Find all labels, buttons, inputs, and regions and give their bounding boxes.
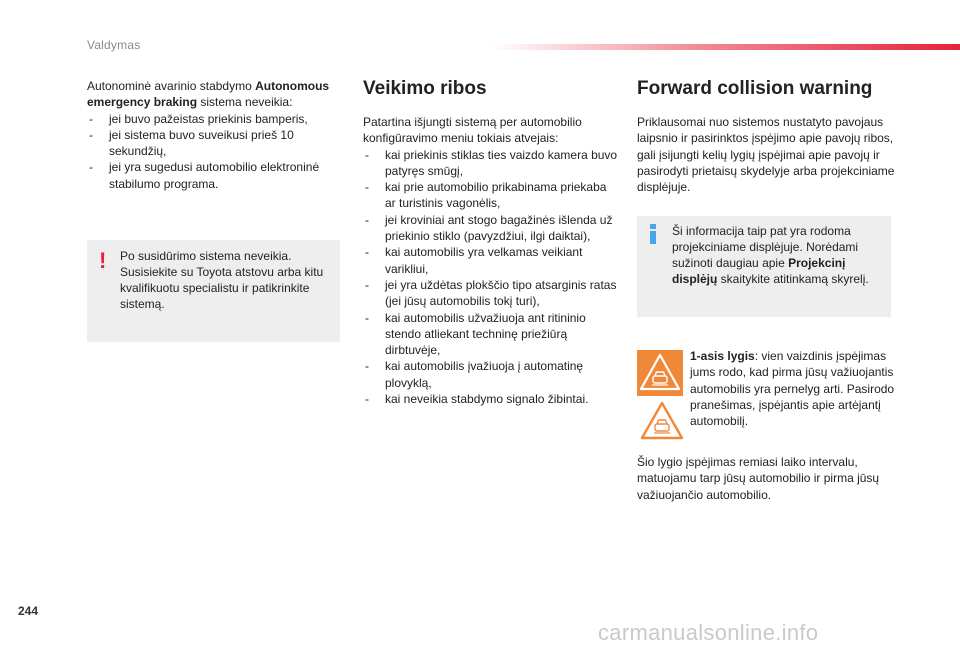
level1-description: 1-asis lygis: vien vaizdinis įspėjimas jums rodo, kad pirma jūsų važiuojantis automobilis yra pernelyg arti. Pasirodo pranešimas, įspėjantis apie artėjantį automobilį. — [690, 349, 895, 429]
list-item: - jei yra sugedusi automobilio elektroninė stabilumo programa. — [87, 159, 342, 192]
list-item: - jei kroviniai ant stogo bagažinės išlenda už priekinio stiklo (pavyzdžiui, ilgi daiktai), — [363, 212, 618, 245]
list-item: - kai automobilis yra velkamas veikiant varikliui, — [363, 244, 618, 277]
info-icon — [649, 224, 657, 244]
aeb-conditions-list — [87, 111, 342, 192]
collision-warning-filled-icon — [637, 350, 683, 396]
section-title: Valdymas — [87, 38, 141, 52]
limits-list — [363, 147, 618, 408]
list-item: - jei buvo pažeistas priekinis bamperis, — [87, 111, 342, 127]
heading-operating-limits: Veikimo ribos — [363, 78, 487, 99]
column-middle — [363, 78, 618, 407]
page-number: 244 — [18, 604, 39, 618]
list-item: - jei yra uždėtas plokščio tipo atsarginis ratas (jei jūsų automobilis tokį turi), — [363, 277, 618, 310]
info-note-box — [637, 216, 891, 317]
aeb-intro: Autonominė avarinio stabdymo Autonomous emergency braking sistema neveikia: — [87, 79, 330, 110]
level1-label: 1-asis lygis — [690, 349, 755, 363]
list-item: - kai automobilis įvažiuoja į automatinę plovyklą, — [363, 358, 618, 391]
column-left — [87, 78, 342, 192]
column-right — [637, 78, 895, 195]
warning-note-text: Po susidūrimo sistema neveikia. Susisiekite su Toyota atstovu arba kitu kvalifikuotu specialistu ir patikrinkite sistemą. — [120, 249, 324, 311]
aeb-name: Autonomous emergency braking — [87, 79, 330, 110]
hud-link-text: Projekcinį displėjų — [672, 256, 846, 286]
limits-intro: Patartina išjungti sistemą per automobilio konfigūravimo meniu tokiais atvejais: — [363, 115, 582, 146]
list-item: - kai neveikia stabdymo signalo žibintai. — [363, 391, 618, 407]
level-timing-note: Šio lygio įspėjimas remiasi laiko intervalu, matuojamu tarp jūsų automobilio ir pirma jūsų važiuojančio automobilio. — [637, 455, 880, 502]
header-accent-bar — [490, 44, 960, 50]
watermark: carmanualsonline.info — [598, 620, 819, 645]
list-item: - jei sistema buvo suveikusi prieš 10 sekundžių, — [87, 127, 342, 160]
collision-warning-outline-icon — [639, 400, 685, 442]
list-item: - kai automobilis užvažiuoja ant ritininio stendo atliekant techninę priežiūrą dirbtuvėje, — [363, 310, 618, 359]
list-item: - kai priekinis stiklas ties vaizdo kamera buvo patyręs smūgį, — [363, 147, 618, 180]
info-note-text: Ši informacija taip pat yra rodoma projekciniame displėjuje. Norėdami sužinoti daugiau apie Projekcinį displėjų skaitykite atitinkamą skyrelį. — [672, 224, 869, 286]
warning-note-box — [87, 240, 340, 342]
heading-forward-collision-warning: Forward collision warning — [637, 78, 873, 99]
list-item: - kai prie automobilio prikabinama priekaba ar turistinis vagonėlis, — [363, 179, 618, 212]
exclamation-icon: ! — [99, 248, 107, 273]
fcw-intro: Priklausomai nuo sistemos nustatyto pavojaus laipsnio ir pasirinktos įspėjimo apie pavojų ribos, gali įsijungti kelių lygių įspėjimai apie pavojų ir pasirodyti prietaisų skydelyje arba projekciniame displėjuje. — [637, 115, 895, 195]
